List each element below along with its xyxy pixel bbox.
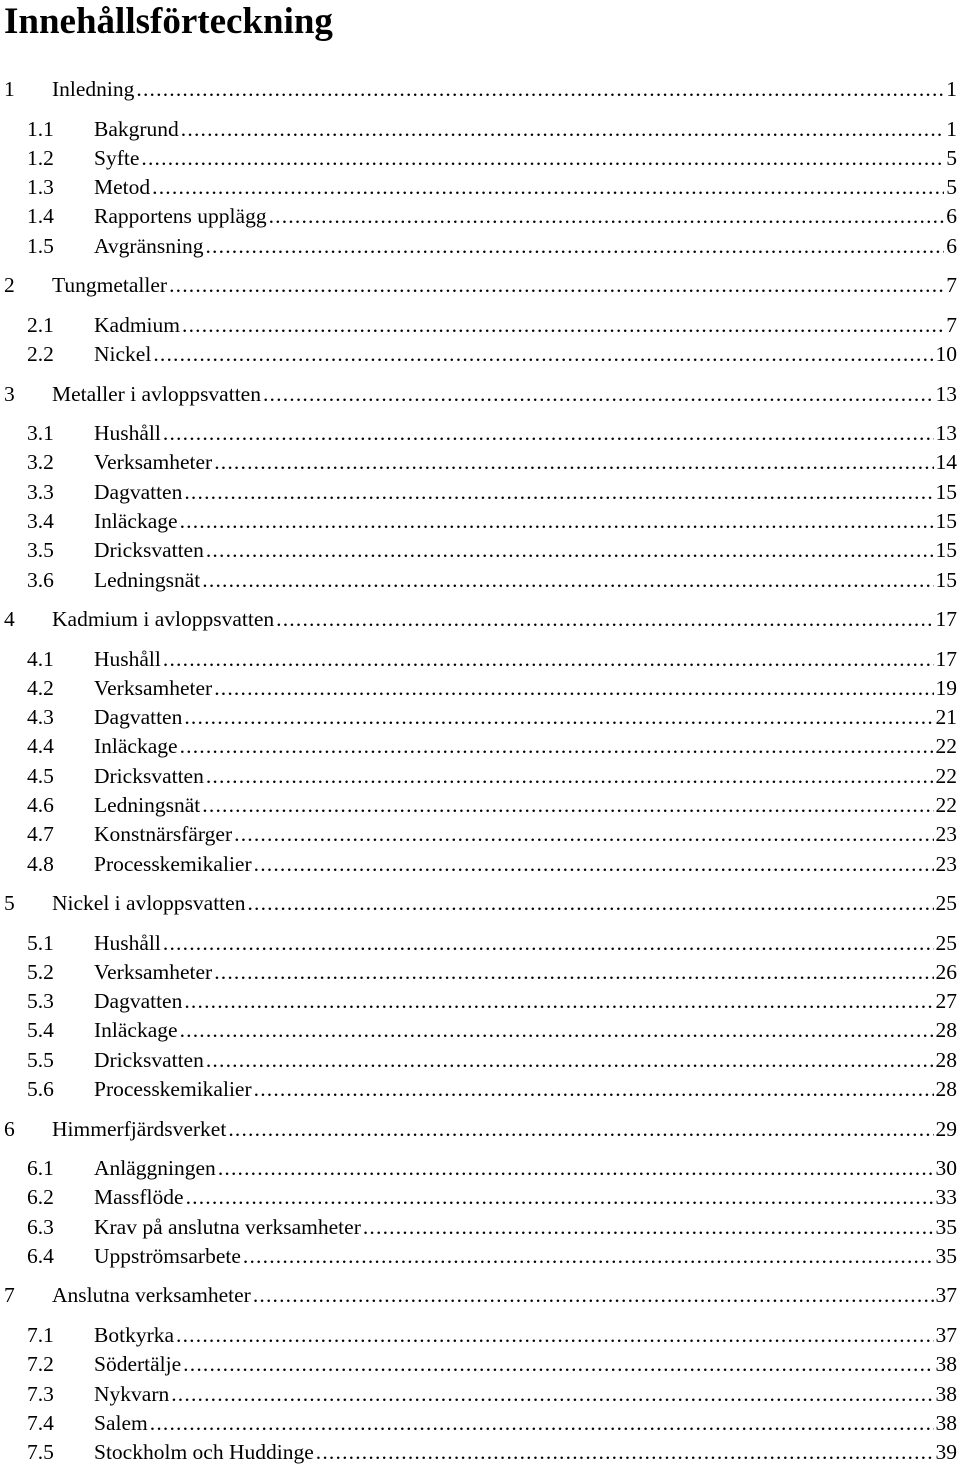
toc-entry-title: Ledningsnät: [94, 793, 201, 817]
toc-entry-number: 4.8: [27, 852, 54, 876]
toc-entry-title: Inläckage: [94, 734, 178, 758]
toc-entry-title: Hushåll: [94, 421, 161, 445]
toc-entry-number: 3.1: [27, 421, 54, 445]
toc-entry-title: Hushåll: [94, 647, 161, 671]
toc-entry-title: Nykvarn: [94, 1382, 170, 1406]
toc-entry-number: 5.6: [27, 1077, 54, 1101]
toc-entry-page: 37: [935, 1283, 957, 1307]
dot-leader: [180, 508, 934, 534]
toc-entry-title: Salem: [94, 1411, 148, 1435]
toc-entry[interactable]: [0, 310, 957, 338]
toc-entry-title: Inledning: [52, 77, 135, 101]
toc-entry-page: 25: [935, 931, 957, 955]
toc-entry[interactable]: [0, 1182, 957, 1210]
toc-entry-number: 4.6: [27, 793, 54, 817]
dot-leader: [214, 675, 933, 701]
toc-entry[interactable]: [0, 1408, 957, 1436]
toc-entry-page: 28: [935, 1077, 957, 1101]
toc-entry[interactable]: [0, 1114, 957, 1142]
toc-entry-page: 23: [935, 822, 957, 846]
toc-entry-title: Botkyrka: [94, 1323, 175, 1347]
toc-entry-number: 1.3: [27, 175, 54, 199]
toc-entry-number: 3.2: [27, 450, 54, 474]
toc-entry[interactable]: [0, 339, 957, 367]
toc-entry-number: 6.1: [27, 1156, 54, 1180]
toc-entry-title: Anslutna verksamheter: [52, 1283, 251, 1307]
toc-entry[interactable]: [0, 1320, 957, 1348]
toc-heading: Innehållsförteckning: [4, 1, 333, 42]
dot-leader: [254, 851, 934, 877]
dot-leader: [150, 1410, 934, 1436]
toc-entry-number: 4.7: [27, 822, 54, 846]
dot-leader: [234, 821, 933, 847]
toc-entry-number: 6.3: [27, 1215, 54, 1239]
toc-entry-page: 15: [935, 509, 957, 533]
toc-entry[interactable]: [0, 418, 957, 446]
toc-entry[interactable]: [0, 790, 957, 818]
toc-entry-number: 1.4: [27, 204, 54, 228]
toc-entry[interactable]: [0, 270, 957, 298]
toc-entry-number: 1.5: [27, 234, 54, 258]
toc-entry-title: Bakgrund: [94, 117, 179, 141]
toc-entry[interactable]: [0, 1349, 957, 1377]
toc-entry-page: 29: [935, 1117, 957, 1141]
toc-entry-page: 15: [935, 568, 957, 592]
toc-entry-number: 1.1: [27, 117, 54, 141]
dot-leader: [206, 763, 934, 789]
toc-entry[interactable]: [0, 565, 957, 593]
toc-entry[interactable]: [0, 114, 957, 142]
toc-entry-title: Södertälje: [94, 1352, 182, 1376]
toc-entry-page: 26: [935, 960, 957, 984]
toc-entry-title: Uppströmsarbete: [94, 1244, 241, 1268]
toc-entry-page: 38: [935, 1382, 957, 1406]
toc-entry-title: Avgränsning: [94, 234, 204, 258]
dot-leader: [183, 1351, 933, 1377]
toc-entry-page: 7: [946, 273, 957, 297]
toc-entry-title: Processkemikalier: [94, 1077, 252, 1101]
toc-entry-number: 3.6: [27, 568, 54, 592]
toc-entry-number: 5.2: [27, 960, 54, 984]
toc-entry-title: Dagvatten: [94, 989, 183, 1013]
toc-entry-title: Verksamheter: [94, 450, 213, 474]
toc-entry-page: 21: [935, 705, 957, 729]
toc-entry-page: 6: [946, 204, 957, 228]
toc-entry-number: 7.4: [27, 1411, 54, 1435]
toc-entry-title: Processkemikalier: [94, 852, 252, 876]
toc-entry-number: 7.3: [27, 1382, 54, 1406]
toc-entry-title: Syfte: [94, 146, 140, 170]
toc-entry[interactable]: [0, 506, 957, 534]
toc-entry-number: 6.2: [27, 1185, 54, 1209]
toc-entry-page: 1: [946, 117, 957, 141]
toc-entry-page: 23: [935, 852, 957, 876]
toc-entry[interactable]: [0, 447, 957, 475]
toc-entry[interactable]: [0, 1045, 957, 1073]
toc-entry-number: 7: [4, 1283, 15, 1307]
dot-leader: [136, 76, 944, 102]
toc-entry-title: Himmerfjärdsverket: [52, 1117, 227, 1141]
toc-entry-number: 5.5: [27, 1048, 54, 1072]
toc-entry-title: Massflöde: [94, 1185, 184, 1209]
toc-entry-page: 5: [946, 175, 957, 199]
toc-entry-number: 6.4: [27, 1244, 54, 1268]
toc-entry-number: 5.4: [27, 1018, 54, 1042]
toc-entry-title: Kadmium: [94, 313, 180, 337]
toc-entry[interactable]: [0, 1241, 957, 1269]
toc-entry-number: 5.3: [27, 989, 54, 1013]
dot-leader: [205, 233, 944, 259]
toc-entry-number: 3.4: [27, 509, 54, 533]
toc-entry-title: Dagvatten: [94, 480, 183, 504]
toc-entry-page: 30: [935, 1156, 957, 1180]
toc-entry-title: Dagvatten: [94, 705, 183, 729]
toc-entry[interactable]: [0, 849, 957, 877]
toc-entry[interactable]: [0, 1437, 957, 1465]
toc-entry-title: Krav på anslutna verksamheter: [94, 1215, 361, 1239]
toc-entry-number: 4.4: [27, 734, 54, 758]
toc-entry-number: 3: [4, 382, 15, 406]
toc-entry-page: 14: [935, 450, 957, 474]
toc-entry-title: Ledningsnät: [94, 568, 201, 592]
dot-leader: [152, 174, 944, 200]
dot-leader: [253, 1282, 934, 1308]
toc-entry[interactable]: [0, 673, 957, 701]
dot-leader: [180, 733, 934, 759]
toc-entry[interactable]: [0, 644, 957, 672]
toc-entry-number: 4.1: [27, 647, 54, 671]
toc-entry-page: 35: [935, 1244, 957, 1268]
dot-leader: [163, 420, 934, 446]
toc-entry-page: 28: [935, 1018, 957, 1042]
toc-entry[interactable]: [0, 1153, 957, 1181]
toc-entry-title: Stockholm och Huddinge: [94, 1440, 314, 1464]
dot-leader: [184, 704, 933, 730]
toc-entry[interactable]: [0, 1015, 957, 1043]
toc-entry-number: 7.5: [27, 1440, 54, 1464]
toc-entry-title: Nickel i avloppsvatten: [52, 891, 246, 915]
toc-entry-title: Rapportens upplägg: [94, 204, 267, 228]
dot-leader: [276, 606, 933, 632]
toc-entry-title: Hushåll: [94, 931, 161, 955]
toc-entry-title: Dricksvatten: [94, 764, 204, 788]
toc-entry-number: 2: [4, 273, 15, 297]
toc-entry-page: 15: [935, 480, 957, 504]
dot-leader: [247, 890, 933, 916]
toc-entry-title: Inläckage: [94, 1018, 178, 1042]
dot-leader: [206, 1047, 934, 1073]
toc-entry-page: 37: [935, 1323, 957, 1347]
toc-entry-title: Inläckage: [94, 509, 178, 533]
toc-entry-page: 22: [935, 793, 957, 817]
toc-entry-page: 35: [935, 1215, 957, 1239]
toc-entry-page: 19: [935, 676, 957, 700]
dot-leader: [184, 479, 933, 505]
toc-entry[interactable]: [0, 535, 957, 563]
toc-entry-number: 3.5: [27, 538, 54, 562]
dot-leader: [363, 1214, 934, 1240]
dot-leader: [202, 792, 933, 818]
toc-entry-page: 38: [935, 1352, 957, 1376]
toc-entry-number: 7.1: [27, 1323, 54, 1347]
dot-leader: [163, 646, 934, 672]
toc-entry-title: Kadmium i avloppsvatten: [52, 607, 275, 631]
dot-leader: [171, 1381, 933, 1407]
toc-entry-title: Anläggningen: [94, 1156, 216, 1180]
toc-entry-title: Dricksvatten: [94, 538, 204, 562]
toc-entry-number: 5: [4, 891, 15, 915]
toc-entry-number: 7.2: [27, 1352, 54, 1376]
toc-entry-number: 4: [4, 607, 15, 631]
toc-entry[interactable]: [0, 888, 957, 916]
toc-entry-page: 5: [946, 146, 957, 170]
dot-leader: [254, 1076, 934, 1102]
toc-entry[interactable]: [0, 731, 957, 759]
toc-entry[interactable]: [0, 143, 957, 171]
toc-entry-number: 2.1: [27, 313, 54, 337]
toc-entry-page: 17: [935, 647, 957, 671]
dot-leader: [169, 272, 944, 298]
toc-entry-page: 25: [935, 891, 957, 915]
dot-leader: [202, 567, 933, 593]
toc-entry[interactable]: [0, 1379, 957, 1407]
dot-leader: [184, 988, 933, 1014]
toc-entry[interactable]: [0, 604, 957, 632]
toc-entry-page: 22: [935, 764, 957, 788]
toc-entry-page: 13: [935, 421, 957, 445]
dot-leader: [214, 959, 933, 985]
toc-entry[interactable]: [0, 74, 957, 102]
dot-leader: [182, 312, 944, 338]
toc-entry-page: 22: [935, 734, 957, 758]
toc-entry-page: 38: [935, 1411, 957, 1435]
toc-entry-title: Nickel: [94, 342, 152, 366]
toc-entry-number: 3.3: [27, 480, 54, 504]
dot-leader: [206, 537, 934, 563]
toc-entry[interactable]: [0, 172, 957, 200]
toc-entry-page: 13: [935, 382, 957, 406]
toc-entry-number: 6: [4, 1117, 15, 1141]
dot-leader: [214, 449, 933, 475]
toc-entry-title: Metod: [94, 175, 151, 199]
toc-entry-page: 27: [935, 989, 957, 1013]
toc-entry[interactable]: [0, 477, 957, 505]
dot-leader: [181, 116, 944, 142]
dot-leader: [186, 1184, 934, 1210]
toc-entry[interactable]: [0, 231, 957, 259]
toc-entry[interactable]: [0, 201, 957, 229]
dot-leader: [163, 930, 934, 956]
toc-entry[interactable]: [0, 957, 957, 985]
toc-entry-number: 4.2: [27, 676, 54, 700]
toc-entry[interactable]: [0, 986, 957, 1014]
toc-entry[interactable]: [0, 1212, 957, 1240]
toc-entry-title: Konstnärsfärger: [94, 822, 233, 846]
toc-entry-page: 1: [946, 77, 957, 101]
toc-entry-title: Verksamheter: [94, 960, 213, 984]
toc-entry-page: 6: [946, 234, 957, 258]
toc-entry-page: 39: [935, 1440, 957, 1464]
toc-entry[interactable]: [0, 928, 957, 956]
toc-entry-title: Verksamheter: [94, 676, 213, 700]
toc-entry-title: Tungmetaller: [52, 273, 168, 297]
dot-leader: [218, 1155, 934, 1181]
dot-leader: [228, 1116, 933, 1142]
toc-entry-title: Metaller i avloppsvatten: [52, 382, 261, 406]
toc-entry-page: 10: [935, 342, 957, 366]
dot-leader: [153, 341, 933, 367]
toc-entry-title: Dricksvatten: [94, 1048, 204, 1072]
toc-entry-number: 5.1: [27, 931, 54, 955]
dot-leader: [180, 1017, 934, 1043]
toc-entry-page: 28: [935, 1048, 957, 1072]
toc-entry[interactable]: [0, 702, 957, 730]
dot-leader: [316, 1439, 934, 1465]
toc-entry-number: 4.5: [27, 764, 54, 788]
dot-leader: [243, 1243, 934, 1269]
toc-entry[interactable]: [0, 379, 957, 407]
toc-entry-page: 15: [935, 538, 957, 562]
dot-leader: [269, 203, 945, 229]
dot-leader: [141, 145, 944, 171]
toc-entry[interactable]: [0, 761, 957, 789]
toc-entry-page: 7: [946, 313, 957, 337]
dot-leader: [176, 1322, 933, 1348]
toc-entry-number: 2.2: [27, 342, 54, 366]
toc-entry-page: 17: [935, 607, 957, 631]
toc-entry[interactable]: [0, 1280, 957, 1308]
dot-leader: [263, 381, 934, 407]
toc-entry[interactable]: [0, 819, 957, 847]
toc-entry[interactable]: [0, 1074, 957, 1102]
toc-entry-number: 1.2: [27, 146, 54, 170]
toc-entry-page: 33: [935, 1185, 957, 1209]
toc-entry-number: 4.3: [27, 705, 54, 729]
toc-entry-number: 1: [4, 77, 15, 101]
